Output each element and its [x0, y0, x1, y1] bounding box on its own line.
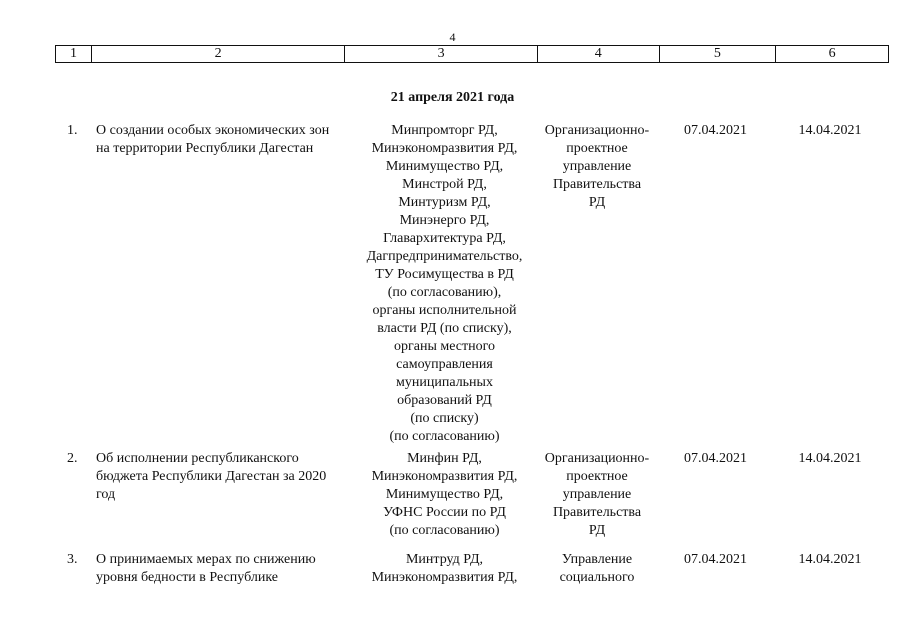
column-number: 4	[538, 46, 660, 62]
row-date-submit: 07.04.2021	[684, 552, 747, 567]
row-number: 1.	[67, 123, 78, 138]
page-number: 4	[449, 30, 456, 44]
date-heading: 21 апреля 2021 года	[390, 90, 515, 105]
row-date-submit: 07.04.2021	[684, 123, 747, 138]
row-title: Об исполнении республиканского бюджета Республики Дагестан за 2020 год	[96, 451, 327, 502]
row-date-submit: 07.04.2021	[684, 451, 747, 466]
row-title: О создании особых экономических зон на территории Республики Дагестан	[96, 123, 330, 156]
row-responsible: Минтруд РД, Минэкономразвития РД,	[371, 552, 518, 585]
row-responsible: Минфин РД, Минэкономразвития РД, Минимущество РД, УФНС России по РД (по согласованию)	[371, 451, 518, 538]
row-date-review: 14.04.2021	[798, 123, 862, 138]
row-preparer: Организационно- проектное управление Правительства РД	[544, 451, 650, 538]
column-number: 6	[828, 46, 836, 61]
row-preparer: Управление социального	[559, 552, 635, 585]
row-number: 2.	[67, 451, 78, 466]
row-title: О принимаемых мерах по снижению уровня бедности в Республике	[96, 552, 316, 585]
column-number-header	[55, 45, 889, 63]
column-number: 2	[92, 46, 345, 62]
row-date-review: 14.04.2021	[798, 552, 862, 567]
row-date-review: 14.04.2021	[798, 451, 862, 466]
row-responsible: Минпромторг РД, Минэкономразвития РД, Минимущество РД, Минстрой РД, Минтуризм РД, Минэнерго РД, Главархитектура РД, Дагпредпринимательство, ТУ Росимущества в РД (по согласованию), органы исполнительной власти РД (по списку), органы местного самоуправления муниципальных образований РД (по списку) (по согласованию)	[366, 123, 523, 444]
column-number: 3	[345, 46, 538, 62]
row-preparer: Организационно- проектное управление Правительства РД	[544, 123, 650, 210]
column-number: 1	[56, 46, 92, 62]
column-number: 5	[660, 46, 777, 62]
row-number: 3.	[67, 552, 78, 567]
